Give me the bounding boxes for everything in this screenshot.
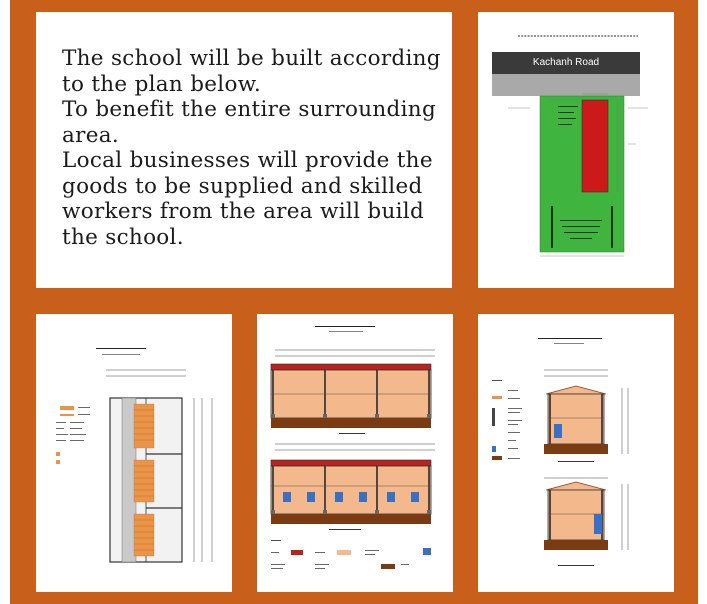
intro-line: area.	[62, 122, 119, 148]
side-elevation-panel	[478, 314, 674, 592]
construction-plan-panel	[257, 314, 453, 592]
intro-line: The school will be built according	[62, 46, 441, 71]
intro-line: Local businesses will provide the	[62, 148, 433, 173]
road-label: Kachanh Road	[532, 57, 600, 68]
site-plan-panel	[478, 12, 674, 288]
school-building	[582, 100, 608, 192]
construction-elevation-drawing	[257, 314, 453, 592]
floor-plan-drawing	[36, 314, 232, 592]
intro-line: To benefit the entire surrounding	[62, 97, 437, 122]
intro-line: to the plan below.	[62, 71, 261, 97]
road	[492, 52, 640, 74]
intro-text	[62, 46, 442, 250]
intro-line: the school.	[62, 224, 184, 250]
floor-plan-panel	[36, 314, 232, 592]
intro-panel	[36, 12, 452, 288]
side-elevation-drawing	[478, 314, 674, 592]
intro-line: goods to be supplied and skilled	[62, 173, 423, 199]
intro-line: workers from the area will build	[62, 199, 425, 224]
sidewalk	[492, 74, 640, 96]
